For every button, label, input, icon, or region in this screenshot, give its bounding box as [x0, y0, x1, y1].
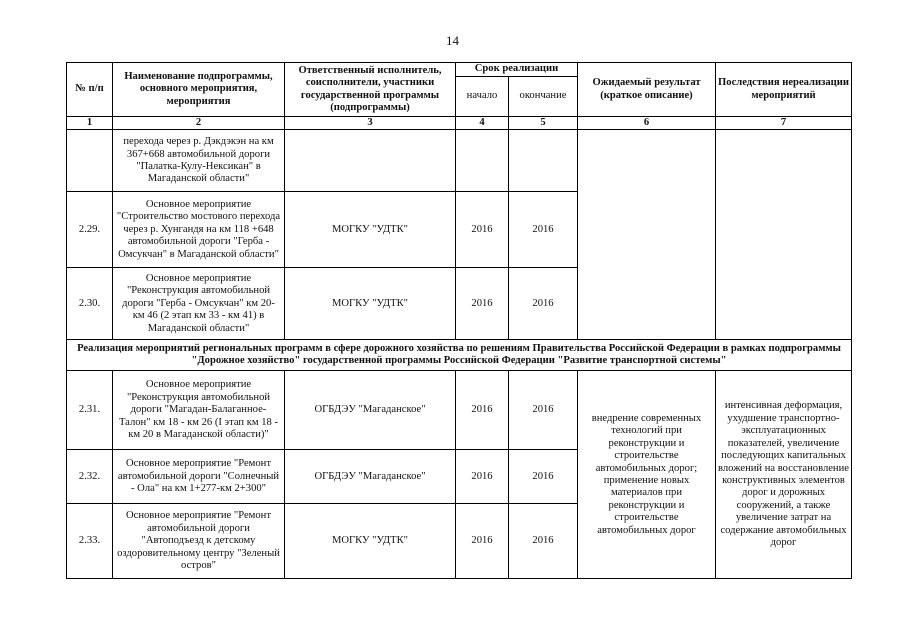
page-number: 14: [446, 33, 459, 48]
row-end: 2016: [509, 268, 578, 340]
consequences-empty: [716, 130, 852, 340]
header-consequences: Последствия нереализации мероприятий: [716, 63, 852, 117]
row-responsible: МОГКУ "УДТК": [285, 192, 456, 268]
col-number: 3: [285, 117, 456, 130]
header-end: окончание: [509, 77, 578, 117]
header-name: Наименование подпрограммы, основного мероприятия, мероприятия: [113, 63, 285, 117]
row-end: 2016: [509, 450, 578, 504]
header-term: Срок реализации: [456, 63, 578, 77]
row-start: 2016: [456, 371, 509, 450]
row-responsible: МОГКУ "УДТК": [285, 504, 456, 579]
col-number: 5: [509, 117, 578, 130]
row-end: 2016: [509, 371, 578, 450]
consequences-text: интенсивная деформация, ухудшение транспортно-эксплуатационных показателей, увеличение последующих капитальных вложений на восстановление конструктивных элементов дорог и дорожных сооружений, а также увеличение затрат на содержание автомобильных дорог: [716, 371, 852, 579]
row-end: [509, 130, 578, 192]
row-num: 2.30.: [67, 268, 113, 340]
row-end: 2016: [509, 504, 578, 579]
table-row: [67, 371, 852, 450]
row-name: перехода через р. Дэкдэкэн на км 367+668 автомобильной дороги "Палатка-Кулу-Нексикан" в Магаданской области": [113, 130, 285, 192]
header-start: начало: [456, 77, 509, 117]
col-number: 2: [113, 117, 285, 130]
section-row: [67, 340, 852, 371]
column-number-row: [67, 117, 852, 130]
expected-empty: [578, 130, 716, 340]
row-responsible: ОГБДЭУ "Магаданское": [285, 371, 456, 450]
row-name: Основное мероприятие "Реконструкция автомобильной дороги "Герба - Омсукчан" км 20- км 46 (2 этап км 33 - км 41) в Магаданской области": [113, 268, 285, 340]
row-end: 2016: [509, 192, 578, 268]
row-name: Основное мероприятие "Ремонт автомобильной дороги "Автоподъезд к детскому оздоровительному центру "Зеленый остров": [113, 504, 285, 579]
row-start: 2016: [456, 504, 509, 579]
row-num: 2.29.: [67, 192, 113, 268]
row-responsible: [285, 130, 456, 192]
row-responsible: ОГБДЭУ "Магаданское": [285, 450, 456, 504]
row-name: Основное мероприятие "Строительство мостового перехода через р. Хунгандя на км 118 +648 автомобильной дороги "Герба - Омсукчан" в Магаданской области": [113, 192, 285, 268]
row-start: 2016: [456, 450, 509, 504]
section-title: Реализация мероприятий региональных программ в сфере дорожного хозяйства по решениям Правительства Российской Федерации в рамках подпрограммы "Дорожное хозяйство" государственной программы Российской Федерации "Развитие транспортной системы": [67, 340, 852, 371]
row-start: 2016: [456, 268, 509, 340]
col-number: 1: [67, 117, 113, 130]
header-responsible: Ответственный исполнитель, соисполнители, участники государственной программы (подпрограммы): [285, 63, 456, 117]
row-start: [456, 130, 509, 192]
col-number: 4: [456, 117, 509, 130]
row-name: Основное мероприятие "Реконструкция автомобильной дороги "Магадан-Балаганное-Талон" км 18 - км 26 (I этап км 18 - км 20 в Магаданской области)": [113, 371, 285, 450]
header-expected: Ожидаемый результат (краткое описание): [578, 63, 716, 117]
col-number: 6: [578, 117, 716, 130]
header-row-1: [67, 63, 852, 77]
row-num: [67, 130, 113, 192]
col-number: 7: [716, 117, 852, 130]
row-num: 2.33.: [67, 504, 113, 579]
header-num: № п/п: [67, 63, 113, 117]
table-row: [67, 130, 852, 192]
row-num: 2.32.: [67, 450, 113, 504]
row-name: Основное мероприятие "Ремонт автомобильной дороги "Солнечный - Ола" на км 1+277-км 2+300": [113, 450, 285, 504]
row-responsible: МОГКУ "УДТК": [285, 268, 456, 340]
row-start: 2016: [456, 192, 509, 268]
program-table: [66, 62, 852, 579]
row-num: 2.31.: [67, 371, 113, 450]
expected-result: внедрение современных технологий при реконструкции и строительстве автомобильных дорог; применение новых материалов при реконструкции и строительстве автомобильных дорог: [578, 371, 716, 579]
